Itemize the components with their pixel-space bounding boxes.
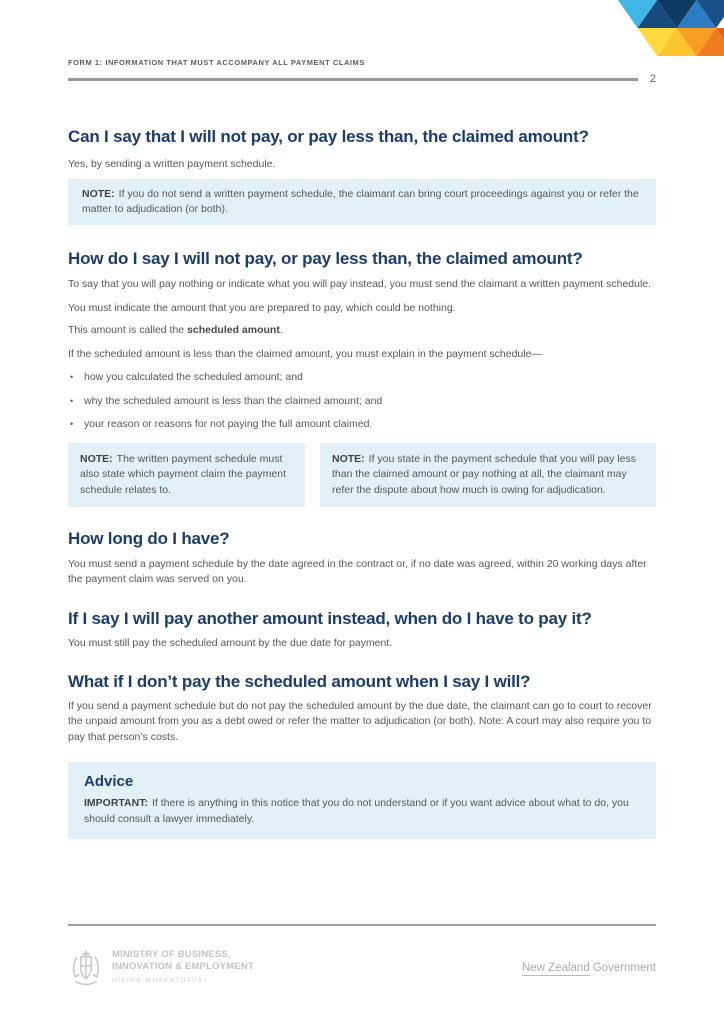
paragraph-q3: You must send a payment schedule by the date agreed in the contract or, if no date was agreed, within 20 working days after the payment claim was served on you. <box>68 557 647 586</box>
section-title-q1: Can I say that I will not pay, or pay less than, the claimed amount? <box>68 127 589 146</box>
form-title-label: FORM 1: INFORMATION THAT MUST ACCOMPANY ALL PAYMENT CLAIMS <box>68 58 365 67</box>
note-label: NOTE: <box>80 452 113 465</box>
nz-government-suffix: Government <box>592 962 656 974</box>
nz-government-wordmark <box>522 962 656 974</box>
note-text: If you state in the payment schedule that you will pay less than the claimed amount or pay nothing at all, the claimant may refer the dispute about how much is owing for adjudication. <box>332 452 636 496</box>
advice-text <box>84 796 640 827</box>
paragraph-q1: Yes, by sending a written payment schedule. <box>68 158 276 171</box>
running-header <box>68 0 656 85</box>
paragraph-text: . <box>279 324 283 337</box>
ministry-name-line1: MINISTRY OF BUSINESS, <box>112 949 231 960</box>
note-label: NOTE: <box>82 187 115 200</box>
note-text: If you do not send a written payment schedule, the claimant can bring court proceedings against you or refer the matter to adjudication (or both). <box>82 187 639 215</box>
paragraph-q2-3 <box>68 323 656 339</box>
paragraph-q2-4: If the scheduled amount is less than the claimed amount, you must explain in the payment schedule— <box>68 347 542 360</box>
advice-box <box>68 762 656 839</box>
mbie-logo-block <box>68 946 254 990</box>
paragraph-q2-1: To say that you will pay nothing or indicate what you will pay instead, you must send the claimant a written payment schedule. <box>68 278 652 291</box>
paragraph-text: This amount is called the <box>68 324 188 337</box>
page-footer <box>68 924 656 990</box>
bullet-icon: • <box>70 419 74 430</box>
paragraph-q5: If you send a payment schedule but do not pay the scheduled amount by the due date, the claimant can go to court to recover the unpaid amount from you as a debt owed or refer the matter to adjudication (or both). Note: A court may also require you to pay that person’s costs. <box>68 699 652 743</box>
nz-government-name: New Zealand <box>521 962 590 974</box>
scheduled-amount-term: scheduled amount <box>187 324 280 337</box>
bullet-icon: • <box>70 372 74 383</box>
header-rule <box>68 78 638 81</box>
bullet-text: your reason or reasons for not paying the full amount claimed. <box>84 418 373 431</box>
note-text: The written payment schedule must also state which payment claim the payment schedule relates to. <box>80 452 287 496</box>
section-title-q5: What if I don’t pay the scheduled amount when I say I will? <box>68 671 531 691</box>
note-box-3 <box>320 443 656 508</box>
list-item <box>68 370 656 386</box>
advice-body: If there is anything in this notice that you do not understand or if you want advice about what to do, you should consult a lawyer immediately. <box>84 797 629 825</box>
list-item <box>68 394 656 410</box>
section-title-q3: How long do I have? <box>68 529 230 549</box>
note-label: NOTE: <box>332 452 365 465</box>
advice-title: Advice <box>84 773 134 791</box>
bullet-text: why the scheduled amount is less than the claimed amount; and <box>84 394 383 407</box>
section-title-q4: If I say I will pay another amount instead, when do I have to pay it? <box>68 608 592 628</box>
section-title-q2: How do I say I will not pay, or pay less than, the claimed amount? <box>68 248 583 268</box>
list-item <box>68 417 656 433</box>
important-label: IMPORTANT: <box>84 797 148 810</box>
bullet-text: how you calculated the scheduled amount; and <box>84 371 303 384</box>
coat-of-arms-icon <box>68 946 104 990</box>
note-pair <box>68 443 656 508</box>
paragraph-q4: You must still pay the scheduled amount by the due date for payment. <box>68 637 393 650</box>
paragraph-q2-2: You must indicate the amount that you are prepared to pay, which could be nothing. <box>68 301 456 314</box>
note-box-1 <box>68 179 656 225</box>
mbie-corner-pattern-icon <box>616 0 724 58</box>
bullet-list <box>68 370 656 433</box>
page-number: 2 <box>649 73 656 85</box>
footer-rule <box>68 924 656 926</box>
ministry-name-line2: INNOVATION & EMPLOYMENT <box>112 961 254 972</box>
note-box-2 <box>68 443 305 508</box>
ministry-tagline: HĪKINA WHAKATUTUKI <box>112 977 208 984</box>
bullet-icon: • <box>70 395 74 406</box>
